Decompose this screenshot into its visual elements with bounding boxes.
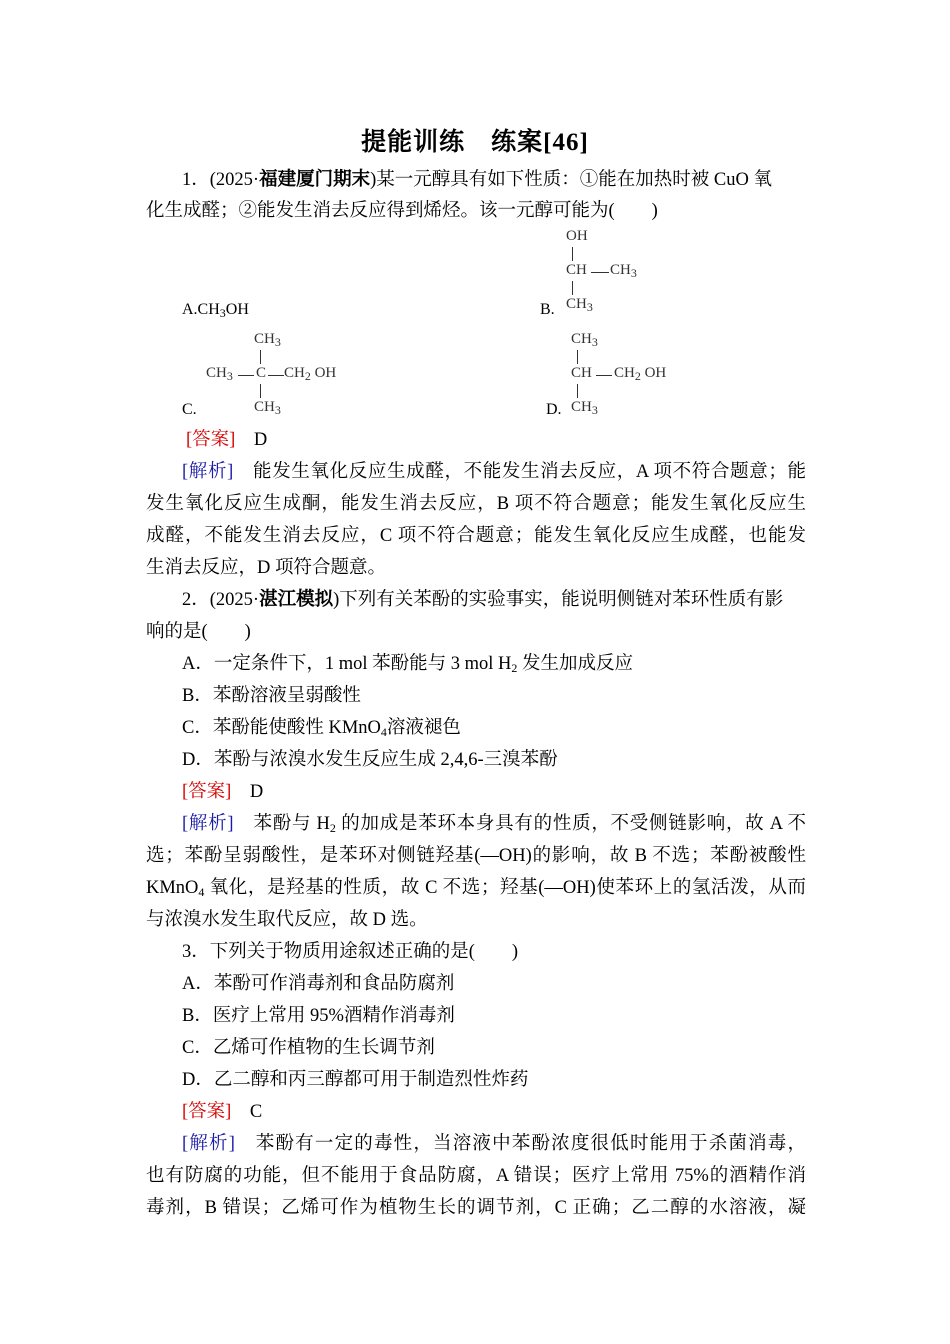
q3-analysis-text-1: 苯酚有一定的毒性，当溶液中苯酚浓度很低时能用于杀菌消毒， <box>255 1134 806 1154</box>
structC-c: C <box>256 365 267 381</box>
structD-ch3-bottom: $CH_3$ <box>571 399 598 417</box>
q3-option-b: B．医疗上常用 95%酒精作消毒剂 <box>182 1006 455 1026</box>
structB-bond-top <box>572 247 573 261</box>
structC-ch3-left: $CH_3$ <box>206 365 233 383</box>
q1-option-c-label: C. <box>182 401 197 418</box>
q2-option-c-sub: 4 <box>380 725 387 739</box>
page-title: 提能训练 练案[46] <box>361 129 589 156</box>
q2-stem-line2: 响的是( ) <box>146 622 251 642</box>
q1-stem-line1 <box>182 166 772 194</box>
q1-option-a-sub: 3 <box>219 306 226 320</box>
q2-analysis-sub-3: 4 <box>198 885 205 899</box>
q2-analysis-text-3b: 氧化，是羟基的性质，故 C 不选；羟基(—OH)使苯环上的氢活泼，从而 <box>204 878 806 898</box>
q2-analysis-text-1a: 苯酚与 H <box>253 814 330 834</box>
q2-stem-text: )下列有关苯酚的实验事实，能说明侧链对苯环性质有影 <box>333 590 784 610</box>
q1-analysis-line4: 生消去反应，D 项符合题意。 <box>146 558 386 578</box>
structB-ch3-right: $CH_3$ <box>610 262 637 280</box>
structC-ch3-top: $CH_3$ <box>254 331 281 349</box>
q2-option-c-tail: 溶液褪色 <box>386 718 461 738</box>
structB-oh: OH <box>566 228 588 244</box>
q1-stem-text: )某一元醇具有如下性质：①能在加热时被 CuO 氧 <box>370 170 772 190</box>
structB-ch3-bottom: $CH_3$ <box>566 296 593 314</box>
q2-source: 湛江模拟 <box>259 590 334 610</box>
q2-option-a-text: A．一定条件下，1 mol 苯酚能与 3 mol H <box>182 654 512 674</box>
q3-analysis-line1 <box>182 1130 806 1158</box>
q1-option-c-structure <box>206 331 356 421</box>
q1-option-b-label: B. <box>540 301 555 318</box>
structC-bond-bottom <box>260 384 261 398</box>
structD-ch: CH <box>571 365 592 381</box>
q1-number: 1．(2025· <box>182 170 260 190</box>
q1-source: 福建厦门期末 <box>259 170 371 190</box>
q2-option-a-sub: 2 <box>511 661 518 675</box>
q2-analysis-line1 <box>182 810 806 838</box>
q1-analysis-tag: [解析] <box>182 462 234 482</box>
structB-bond-right <box>591 272 609 273</box>
q3-analysis-line2: 也有防腐的功能，但不能用于食品防腐，A 错误；医疗上常用 75%的酒精作消 <box>146 1166 806 1186</box>
q2-analysis-text-3a: KMnO <box>146 878 199 898</box>
q2-option-c-text: C．苯酚能使酸性 KMnO <box>182 718 381 738</box>
q1-analysis-text-1: 能发生氧化反应生成醛，不能发生消去反应，A 项不符合题意；能 <box>253 462 806 482</box>
q1-stem-line2: 化生成醛；②能发生消去反应得到烯烃。该一元醇可能为( ) <box>146 201 658 221</box>
q3-option-d: D．乙二醇和丙三醇都可用于制造烈性炸药 <box>182 1070 529 1090</box>
q3-option-a: A．苯酚可作消毒剂和食品防腐剂 <box>182 974 455 994</box>
q1-answer-value: D <box>253 430 268 450</box>
q1-option-a-text: A.CH <box>182 301 220 318</box>
q2-answer <box>182 778 263 806</box>
structB-bond-bottom <box>572 281 573 295</box>
q2-option-d: D．苯酚与浓溴水发生反应生成 2,4,6-三溴苯酚 <box>182 750 558 770</box>
q2-analysis-tag: [解析] <box>182 814 234 834</box>
q2-answer-tag: [答案] <box>182 782 232 802</box>
q2-answer-value: D <box>249 782 264 802</box>
q2-option-c <box>182 714 461 742</box>
q1-analysis-line3: 成醛，不能发生消去反应，C 项不符合题意；能发生氧化反应生成醛，也能发 <box>146 526 806 546</box>
q1-analysis-line2: 发生氧化反应生成酮，能发生消去反应，B 项不符合题意；能发生氧化反应生 <box>146 494 806 514</box>
q1-option-b-structure <box>566 228 686 318</box>
q2-analysis-line4: 与浓溴水发生取代反应，故 D 选。 <box>146 910 428 930</box>
q3-answer <box>182 1098 262 1126</box>
structC-bond-left <box>238 375 254 376</box>
structC-ch2oh: $CH_2$ OH <box>284 365 337 383</box>
q2-analysis-sub-1: 2 <box>329 821 336 835</box>
structD-bond-right <box>596 375 612 376</box>
q3-answer-value: C <box>249 1102 263 1122</box>
q1-option-d-structure <box>571 331 701 421</box>
q3-answer-tag: [答案] <box>182 1102 232 1122</box>
structD-bond-bottom <box>577 384 578 398</box>
q2-analysis-line3 <box>146 874 806 902</box>
q3-analysis-line3: 毒剂，B 错误；乙烯可作为植物生长的调节剂，C 正确；乙二醇的水溶液，凝 <box>146 1198 806 1218</box>
q2-option-a <box>182 650 633 678</box>
q2-analysis-line2: 选；苯酚呈弱酸性，是苯环对侧链羟基(—OH)的影响，故 B 不选；苯酚被酸性 <box>146 846 806 866</box>
structD-bond-top <box>577 350 578 364</box>
q1-option-a <box>182 301 249 319</box>
q3-stem: 3．下列关于物质用途叙述正确的是( ) <box>182 942 519 962</box>
q3-option-c: C．乙烯可作植物的生长调节剂 <box>182 1038 435 1058</box>
q1-option-d-label: D. <box>546 401 562 418</box>
q2-number: 2．(2025· <box>182 590 260 610</box>
structC-bond-right <box>268 375 284 376</box>
q2-stem-line1 <box>182 586 783 614</box>
q3-analysis-tag: [解析] <box>182 1134 235 1154</box>
structB-ch: CH <box>566 262 587 278</box>
q1-analysis-line1 <box>182 458 806 486</box>
q1-answer-tag: [答案] <box>186 430 236 450</box>
structD-ch2oh: $CH_2$ OH <box>614 365 667 383</box>
q1-option-a-tail: OH <box>225 301 249 318</box>
q2-option-a-tail: 发生加成反应 <box>517 654 634 674</box>
structD-ch3-top: $CH_3$ <box>571 331 598 349</box>
structC-bond-top <box>260 350 261 364</box>
q1-answer <box>186 426 267 454</box>
q2-analysis-text-1b: 的加成是苯环本身具有的性质，不受侧链影响，故 A 不 <box>335 814 806 834</box>
structC-ch3-bottom: $CH_3$ <box>254 399 281 417</box>
q2-option-b: B．苯酚溶液呈弱酸性 <box>182 686 361 706</box>
